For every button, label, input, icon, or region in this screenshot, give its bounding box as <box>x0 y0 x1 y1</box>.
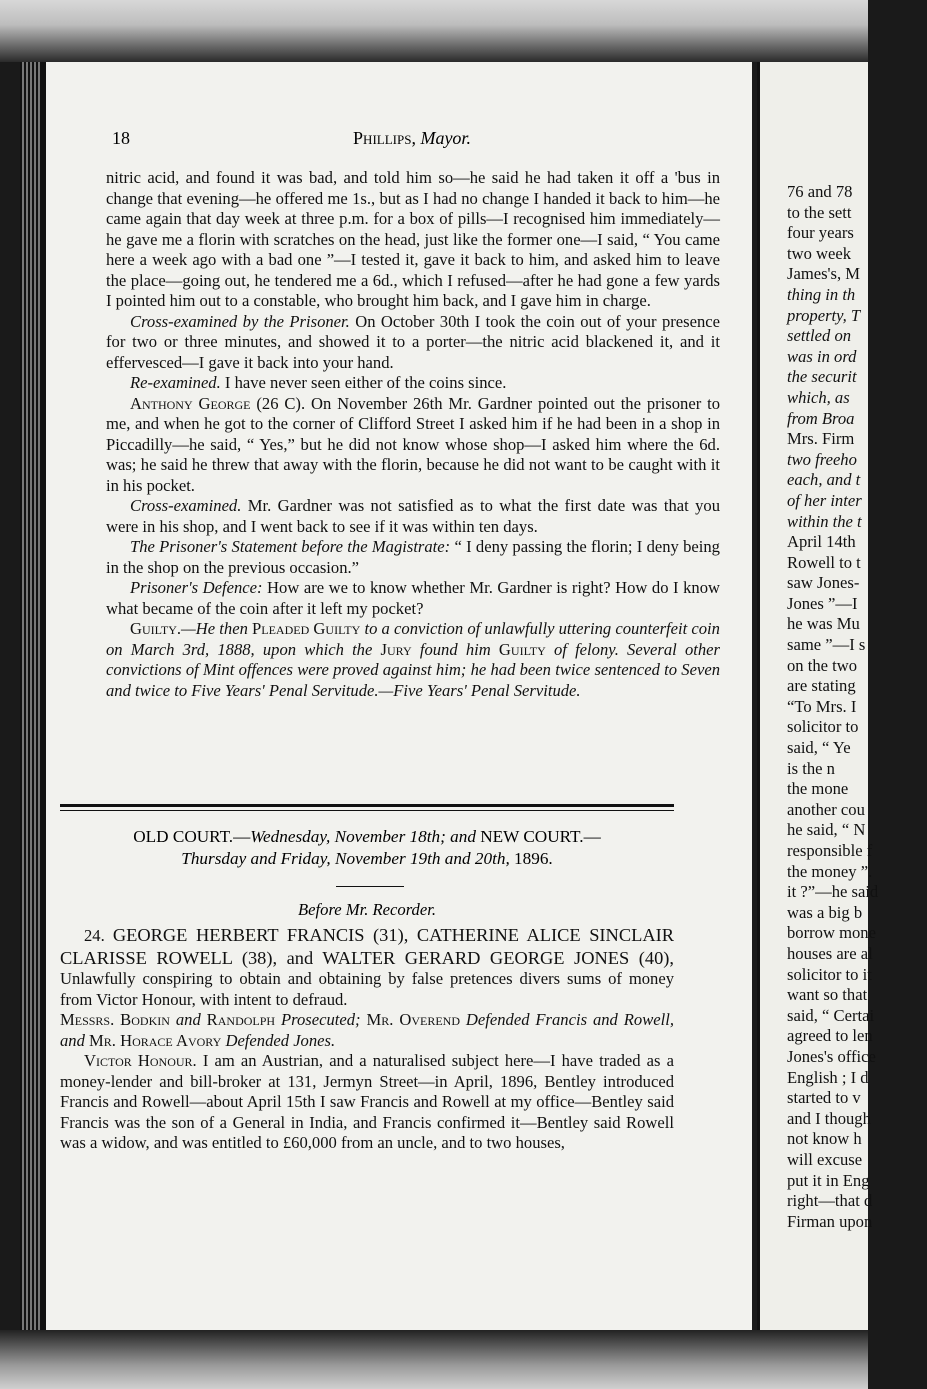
right-page-line: to the sett <box>787 202 852 222</box>
right-page-line: 76 and 78 <box>787 182 853 201</box>
right-page-line: within the t <box>787 511 862 531</box>
verdict-jury: Jury <box>380 639 412 659</box>
right-page-line: of her inter <box>787 490 862 510</box>
session-heading <box>60 826 674 870</box>
right-page-line: the mone <box>787 779 849 799</box>
right-page-line: he said, “ N <box>787 820 866 840</box>
right-page-line: and I though <box>787 1108 871 1128</box>
book-spine <box>20 62 40 1334</box>
right-page-line: right—that d <box>787 1191 873 1211</box>
right-page-line: English ; I d <box>787 1067 869 1087</box>
right-page-line: started to v <box>787 1088 861 1108</box>
witness-honour: Victor Honour. <box>84 1051 197 1070</box>
right-page-line: was in ord <box>787 346 857 366</box>
counsel-prosecuted: Prosecuted; <box>275 1010 367 1029</box>
witness-text: I am an Austrian, and a naturalised subject here—I have traded as a money-lender and bill-broker at 131, Jermyn Street—in April, 1896, Bentley introduced Francis and Rowell—about April 15th I saw Francis and Rowell at my office—Bentley said Francis was the son of a General in India, and Francis confirmed it—Bentley said Rowell was a widow, and was entitled to £60,000 from an uncle, and to two houses, <box>60 1051 674 1152</box>
right-page-line: which, as <box>787 387 850 407</box>
right-page-line: saw Jones- <box>787 573 860 593</box>
right-page-line: Jones's office <box>787 1046 876 1066</box>
counsel-avory: Mr. Horace Avory <box>89 1030 222 1050</box>
counsel-defended-2: Defended Jones. <box>221 1030 336 1050</box>
verdict-guilty: Guilty. <box>130 619 182 638</box>
paragraph-5-text: Mr. Gardner was not satisfied as to what the first date was that you were in his shop, and I went back to see if it was within ten days. <box>106 496 720 536</box>
case-charge: Unlawfully conspiring to obtain and obtaining by false pretences divers sums of money from Victor Honour, with intent to defraud. <box>60 969 674 1009</box>
verdict-guilty-2: Guilty <box>498 639 546 659</box>
before-recorder <box>60 900 674 920</box>
paragraph-1: nitric acid, and found it was bad, and told him so—he said he had taken it off a 'bus in change that evening—he offered me 1s., but as I had no change I handed it back to him—he came again that day week at three p.m. for a box of pills—I recognised him immediately—he gave me a florin with scratches on the head, just like the former one—I said, “ You came here a week ago with a bad one ”—I tested it, gave it back to him, and asked him to leave the place—going out, he tendered me a 6d., which I refused—after he had gone a few yards I pointed him out to a constable, who brought him back, and I gave him in charge. <box>106 168 720 310</box>
session-date-2: Thursday and Friday, November 19th and 20th, <box>181 849 510 868</box>
right-page-text <box>787 182 927 1232</box>
paragraph-2 <box>106 312 720 374</box>
right-page-line: houses are al <box>787 943 873 963</box>
right-page-line: the money ”. <box>787 861 873 881</box>
right-page-line: Firman upon <box>787 1211 873 1231</box>
right-page <box>757 62 879 1334</box>
right-page-line: responsible f <box>787 841 873 860</box>
cross-examined-label: Cross-examined by the Prisoner. <box>130 311 350 331</box>
paragraph-4 <box>106 394 720 497</box>
re-examined-label: Re-examined. <box>130 373 221 392</box>
paragraph-7 <box>106 578 720 619</box>
defendants: GEORGE HERBERT FRANCIS (31), CATHERINE ALICE SINCLAIR CLARISSE ROWELL (38), and WALTER GERARD GEORGE JONES (40), <box>60 925 674 968</box>
verdict-pleaded: Pleaded Guilty <box>252 619 361 638</box>
right-page-line: agreed to len <box>787 1026 873 1046</box>
session-date-1: Wednesday, November 18th; and <box>250 827 476 846</box>
right-page-line: thing in th <box>787 284 856 304</box>
verdict-text-c: found him <box>411 639 499 659</box>
running-head-name: Phillips, <box>353 128 416 148</box>
right-page-line: on the two <box>787 655 858 675</box>
witness-paragraph <box>60 1051 674 1154</box>
session-line-1 <box>60 826 674 848</box>
counsel-randolph: Randolph <box>206 1010 276 1029</box>
counsel-line <box>60 1010 674 1051</box>
right-page-line: will excuse <box>787 1149 863 1169</box>
new-court-label: NEW COURT.— <box>475 827 601 846</box>
before-text: Before Mr. Recorder. <box>298 900 436 919</box>
page-number: 18 <box>112 128 130 148</box>
paragraph-2-text: On October 30th I took the coin out of your presence for two or three minutes, and showed it to a porter—the nitric acid blackened it, and it effervesced—I gave it back into your hand. <box>106 311 720 372</box>
right-page-line: it ?”—he said <box>787 882 879 902</box>
right-page-line: want so that <box>787 985 868 1005</box>
right-page-line: was a big b <box>787 902 863 922</box>
right-page-line: is the n <box>787 758 835 778</box>
right-page-line: two week <box>787 243 852 263</box>
counsel-and: and <box>169 1010 207 1029</box>
right-page-line: another cou <box>787 799 865 819</box>
right-page-line: said, “ Ye <box>787 738 851 758</box>
right-page-line: not know h <box>787 1129 862 1149</box>
right-page-line: four years <box>787 223 854 243</box>
right-page-line: put it in Eng <box>787 1170 870 1190</box>
case-number: 24. <box>84 926 105 945</box>
old-court-label: OLD COURT.— <box>133 827 251 846</box>
right-page-line: Rowell to t <box>787 552 861 572</box>
defence-label: Prisoner's Defence: <box>130 578 263 597</box>
right-page-line: two freeho <box>787 449 857 469</box>
paragraph-4-text: (26 C). On November 26th Mr. Gardner pointed out the prisoner to me, and when he got to the corner of Clifford Street I asked him if he had been in a shop in Piccadilly—he said, “ Yes,” but he did not know whose shop—I asked him where the 6d. was; he said he threw that away with the florin, because he did not want to be caught with it in his pocket. <box>106 393 720 495</box>
cross-examined-label-2: Cross-examined. <box>130 496 242 515</box>
scan-bottom-edge <box>0 1330 868 1389</box>
right-page-line: borrow mone <box>787 923 876 943</box>
page-header <box>112 128 712 152</box>
right-page-line: same ”—I s <box>787 635 866 655</box>
paragraph-3-text: I have never seen either of the coins since. <box>220 373 507 392</box>
right-page-line: property, T <box>787 305 861 325</box>
statement-label: The Prisoner's Statement before the Magistrate: <box>130 537 451 556</box>
session-line-2 <box>60 848 674 870</box>
right-page-line: solicitor to <box>787 717 859 737</box>
right-page-line: solicitor to it <box>787 964 872 984</box>
verdict-text-b: to a conviction of unlawfully uttering counterfeit coin on March 3rd, 1888, upon which the <box>106 619 720 659</box>
right-page-line: Mrs. Firm <box>787 429 855 449</box>
paragraph-3 <box>106 373 720 394</box>
right-page-line: each, and t <box>787 470 861 490</box>
scan-top-edge <box>0 0 868 62</box>
verdict-paragraph <box>106 619 720 701</box>
verdict-text-d: of felony. Several other convictions of Mint offences were proved against him; he had been twice sentenced to Seven and twice to Five Years' Penal Servitude.—Five Years' Penal Servitude. <box>106 639 721 700</box>
right-page-line: “To Mrs. I <box>787 696 857 716</box>
right-page-line: April 14th <box>787 532 856 552</box>
counsel-defended-1: Defended Francis and Rowell, and <box>60 1010 675 1050</box>
right-page-line: Jones ”—I <box>787 593 858 613</box>
witness-name: Anthony George <box>130 393 251 413</box>
counsel-overend: Mr. Overend <box>366 1010 460 1029</box>
counsel-bodkin: Messrs. Bodkin <box>60 1010 170 1029</box>
running-head-title: Mayor. <box>420 128 471 148</box>
right-page-line: from Broa <box>787 408 855 428</box>
running-head <box>112 128 712 149</box>
right-page-line: he was Mu <box>787 614 860 634</box>
case-header <box>60 924 674 1010</box>
right-page-line: settled on <box>787 326 852 346</box>
verdict-text-a: —He then <box>181 619 253 638</box>
right-page-line: James's, M <box>787 264 861 284</box>
paragraph-6-text: “ I deny passing the florin; I deny being in the shop on the previous occasion.” <box>106 537 720 577</box>
session-year: 1896. <box>509 849 553 868</box>
section-divider <box>60 804 674 811</box>
paragraph-6 <box>106 537 720 578</box>
short-divider <box>336 886 404 887</box>
case-24 <box>60 924 674 1154</box>
trial-text <box>106 168 720 701</box>
right-page-line: said, “ Certai <box>787 1005 875 1025</box>
paragraph-7-text: How are we to know whether Mr. Gardner is right? How do I know what became of the coin after it left my pocket? <box>106 578 720 618</box>
right-page-line: are stating <box>787 676 856 696</box>
right-page-line: the securit <box>787 367 857 387</box>
paragraph-5 <box>106 496 720 537</box>
